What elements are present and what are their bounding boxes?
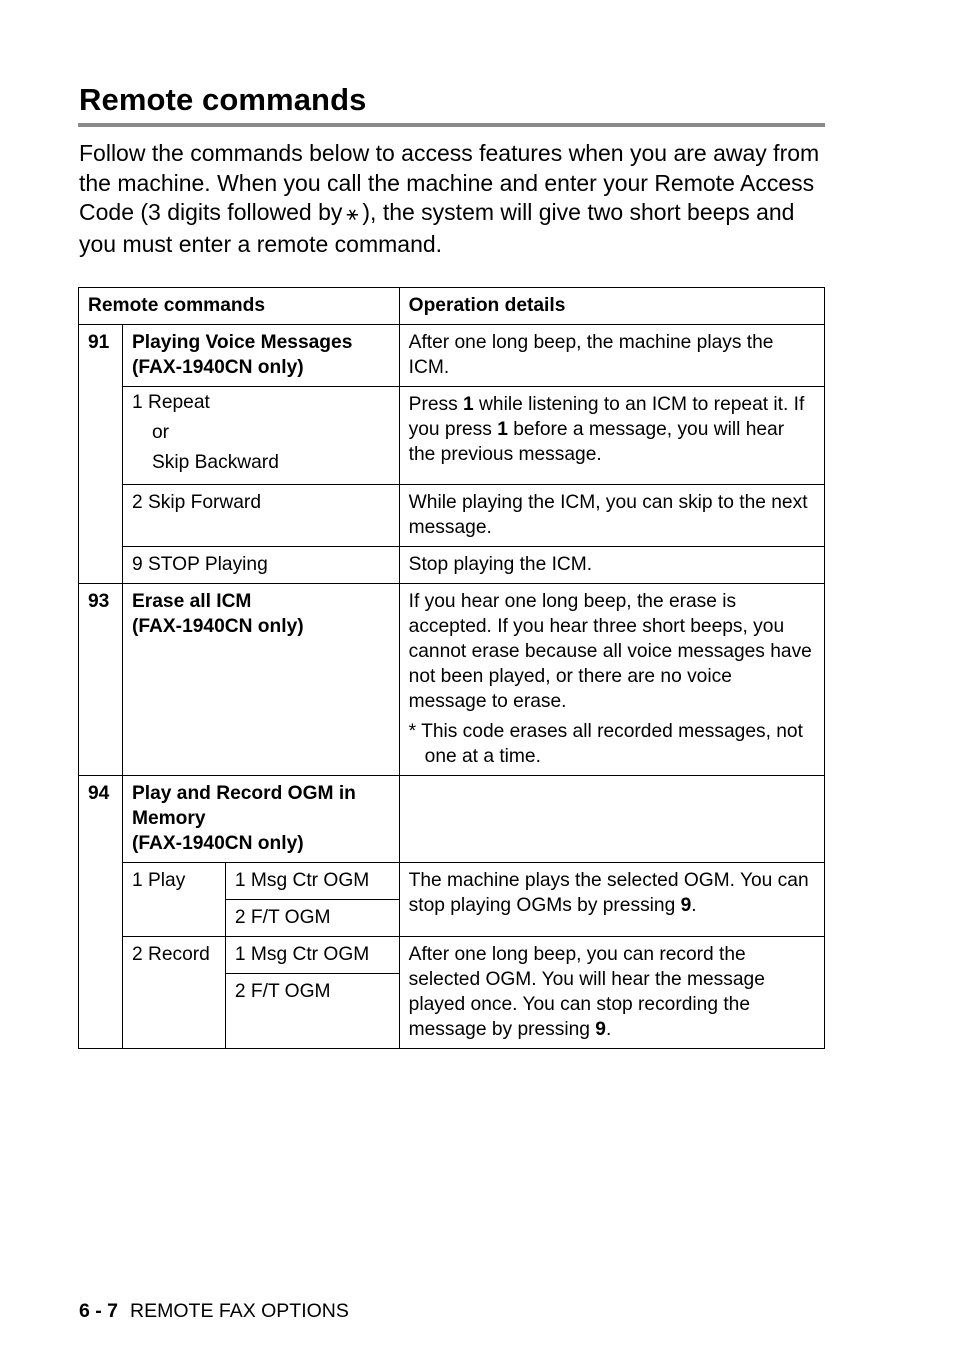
command-title-93 <box>122 584 399 776</box>
command-title-94-line3: (FAX-1940CN only) <box>131 833 304 854</box>
subcommand-repeat-details <box>399 387 824 485</box>
command-title-91 <box>122 325 399 387</box>
empty-code-cell <box>79 485 123 547</box>
table-row <box>79 584 825 776</box>
intro-paragraph <box>79 139 829 259</box>
subcommand-stop-details: Stop playing the ICM. <box>399 547 824 584</box>
record-details-text-b: . <box>605 1019 612 1040</box>
command-title-94 <box>122 776 399 863</box>
table-row <box>79 937 825 974</box>
table-row <box>79 547 825 584</box>
subcommand-repeat-line2: or <box>151 422 170 443</box>
subcommand-stop: 9 STOP Playing <box>122 547 399 584</box>
empty-code-cell <box>79 863 123 900</box>
empty-code-cell <box>79 547 123 584</box>
command-title-94-line1: Play and Record OGM in <box>131 783 356 804</box>
table-row <box>79 863 825 900</box>
record-details-key: 9 <box>595 1019 606 1040</box>
repeat-details-text-a: Press <box>408 394 464 415</box>
subcommand-play: 1 Play <box>122 863 225 937</box>
star-icon: ⚹ <box>346 203 359 226</box>
subcommand-play-details <box>399 863 824 937</box>
page-footer <box>79 1300 349 1323</box>
record-option-ft: 2 F/T OGM <box>225 974 399 1049</box>
play-details-key: 9 <box>680 895 692 916</box>
command-title-93-line1: Erase all ICM <box>131 591 252 612</box>
subcommand-record-details <box>399 937 824 1049</box>
remote-commands-table <box>78 287 825 1049</box>
table-row <box>79 325 825 387</box>
table-row <box>79 776 825 863</box>
record-details-text-a: After one long beep, you can record the selected OGM. You will hear the message played once. You can stop recording the message by pressing <box>408 944 765 1040</box>
repeat-details-text-b: while listening to an ICM to repeat it. If you press <box>408 394 805 440</box>
command-title-94-line2: Memory <box>131 808 206 829</box>
repeat-details-key1: 1 <box>463 394 474 415</box>
intro-text-part2: ), the system will give two short beeps and you must enter a remote command. <box>79 199 795 257</box>
intro-text-part1: Follow the commands below to access features when you are away from the machine. When you call the machine and enter your Remote Access Code (3 digits followed by <box>79 140 820 226</box>
subcommand-record: 2 Record <box>122 937 225 1049</box>
header-operation-details: Operation details <box>399 288 824 325</box>
command-title-91-line1: Playing Voice Messages <box>131 332 353 353</box>
table-header-row <box>79 288 825 325</box>
empty-code-cell <box>79 937 123 974</box>
table-row <box>79 485 825 547</box>
footer-section: REMOTE FAX OPTIONS <box>130 1300 349 1322</box>
table-row <box>79 387 825 485</box>
play-details-text-a: The machine plays the selected OGM. You can stop playing OGMs by pressing <box>408 870 809 916</box>
command-details-93-text: If you hear one long beep, the erase is accepted. If you hear three short beeps, you cannot erase because all voice messages have not been played, or there are no voice message to erase. <box>408 591 812 712</box>
command-code-91: 91 <box>79 325 123 387</box>
play-details-text-b: . <box>691 895 697 916</box>
command-details-94 <box>399 776 824 863</box>
page-title: Remote commands <box>79 82 367 117</box>
command-code-94: 94 <box>79 776 123 863</box>
play-option-ft: 2 F/T OGM <box>225 900 399 937</box>
command-title-91-line2: (FAX-1940CN only) <box>131 357 304 378</box>
play-option-msg-ctr: 1 Msg Ctr OGM <box>225 863 399 900</box>
subcommand-skip-forward-details: While playing the ICM, you can skip to the next message. <box>399 485 824 547</box>
title-rule <box>78 123 825 127</box>
empty-code-cell <box>79 974 123 1049</box>
command-details-91: After one long beep, the machine plays the ICM. <box>399 325 824 387</box>
header-remote-commands: Remote commands <box>79 288 400 325</box>
subcommand-repeat <box>122 387 399 485</box>
command-details-93 <box>399 584 824 776</box>
command-code-93: 93 <box>79 584 123 776</box>
command-details-93-note: * This code erases all recorded messages, not one at a time. <box>408 721 803 767</box>
repeat-details-text-c: before a message, you will hear the previous message. <box>408 419 785 465</box>
subcommand-repeat-line1: 1 Repeat <box>131 392 210 413</box>
command-title-93-line2: (FAX-1940CN only) <box>131 616 304 637</box>
empty-code-cell <box>79 387 123 485</box>
record-option-msg-ctr: 1 Msg Ctr OGM <box>225 937 399 974</box>
repeat-details-key2: 1 <box>497 419 508 440</box>
subcommand-repeat-line3: Skip Backward <box>151 452 279 473</box>
subcommand-skip-forward: 2 Skip Forward <box>122 485 399 547</box>
page-number: 6 - 7 <box>79 1300 119 1322</box>
empty-code-cell <box>79 900 123 937</box>
